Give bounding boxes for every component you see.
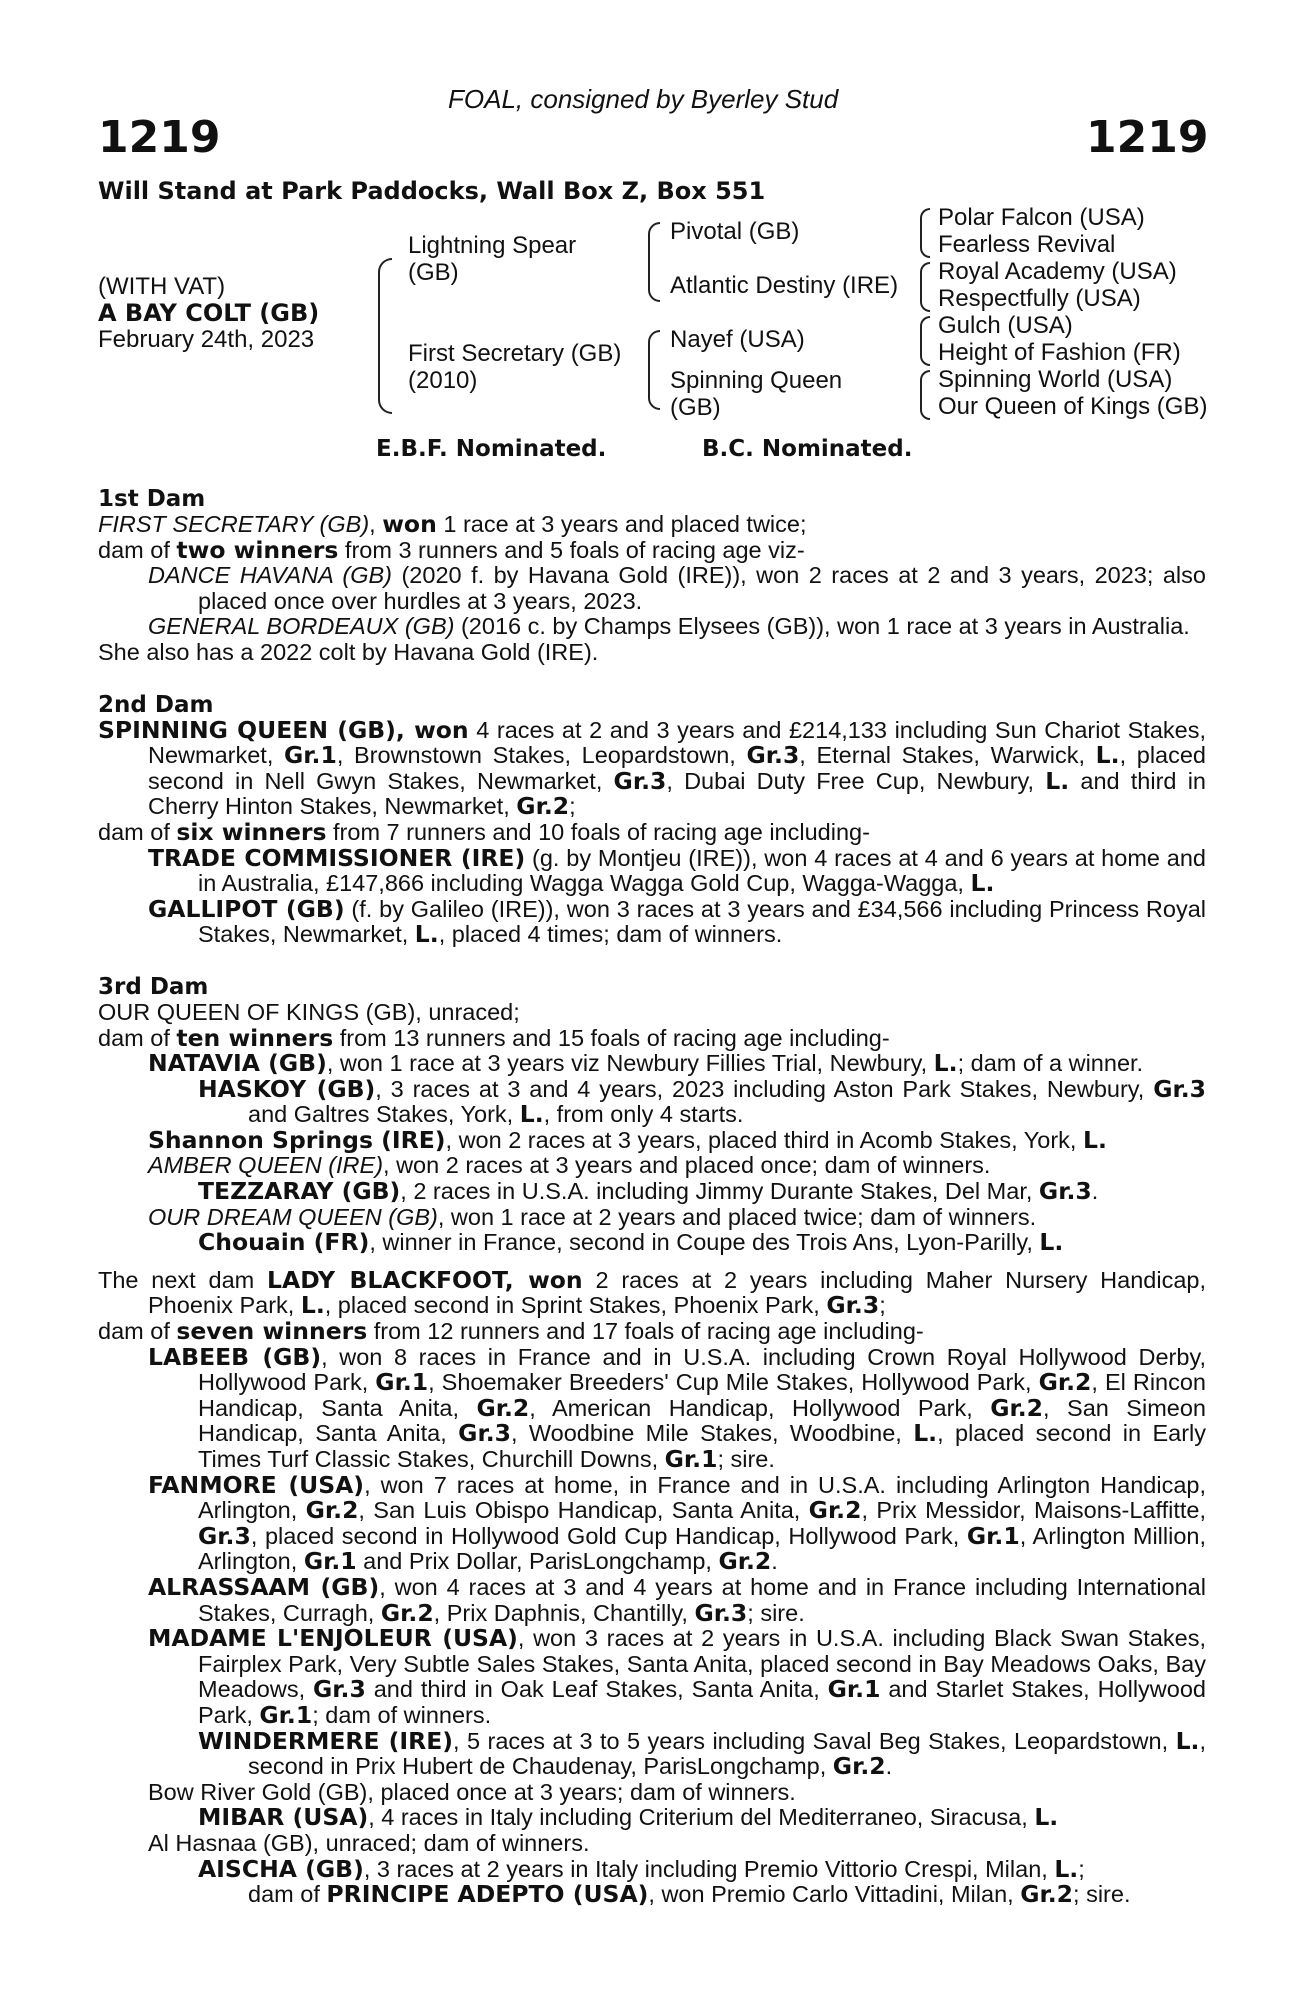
dam3-heading: 3rd Dam bbox=[98, 973, 209, 1000]
pedigree-brace-main bbox=[378, 258, 392, 414]
dam2-produce-2: GALLIPOT (GB) (f. by Galileo (IRE)), won 3 races at 3 years and £34,566 including Princess Royal Stakes, Newmarket, L., placed 4 times; dam of winners. bbox=[148, 894, 1207, 949]
sire-sire: Pivotal (GB) bbox=[670, 218, 800, 245]
ancestor-1: Polar Falcon (USA) bbox=[938, 204, 1145, 231]
dam3-produce-2: Shannon Springs (IRE), won 2 races at 3 years, placed third in Acomb Stakes, York, L. bbox=[148, 1125, 1107, 1154]
dam2-produce-1: TRADE COMMISSIONER (IRE) (g. by Montjeu (IRE)), won 4 races at 4 and 6 years at home and in Australia, £147,866 including Wagga Wagga Gold Cup, Wagga-Wagga, L. bbox=[148, 843, 1206, 898]
pedigree-brace-sire bbox=[648, 222, 660, 302]
dam4-produce-4: MADAME L'ENJOLEUR (USA), won 3 races at 2 years in U.S.A. including Black Swan Stakes, Fairplex Park, Very Subtle Sales Stakes, Santa Anita, placed second in Bay Meadows Oaks, Bay Meadows, Gr.3 and third in Oak Leaf Stakes, Santa Anita, Gr.1 and Starlet Stakes, Hollywood Park, Gr.1; dam of winners. bbox=[148, 1624, 1206, 1729]
sire-name: Lightning Spear (GB) bbox=[408, 232, 577, 286]
dam4-produce-6a: AISCHA (GB), 3 races at 2 years in Italy including Premio Vittorio Crespi, Milan, L.; dam of PRINCIPE ADEPTO (USA), won Premio Carlo Vittadini, Milan, Gr.2; sire. bbox=[198, 1854, 1131, 1909]
pedigree-brace-dam bbox=[648, 330, 660, 410]
pedigree-brace-g1 bbox=[920, 208, 930, 258]
ancestor-5: Gulch (USA) bbox=[938, 312, 1073, 339]
dam3-produce-summary: dam of ten winners from 13 runners and 15 foals of racing age including- bbox=[98, 1023, 890, 1052]
pedigree-brace-g4 bbox=[920, 370, 930, 420]
produce-record bbox=[98, 486, 1206, 1908]
dam4-produce-3: ALRASSAAM (GB), won 4 races at 3 and 4 years at home and in France including International Stakes, Curragh, Gr.2, Prix Daphnis, Chantilly, Gr.3; sire. bbox=[148, 1572, 1206, 1627]
dam4-record: The next dam LADY BLACKFOOT, won 2 races at 2 years including Maher Nursery Handicap, Phoenix Park, L., placed second in Sprint Stakes, Phoenix Park, Gr.3; bbox=[98, 1265, 1207, 1320]
dam1-line: FIRST SECRETARY (GB), won 1 race at 3 years and placed twice; bbox=[98, 510, 807, 538]
dam4-produce-5a: MIBAR (USA), 4 races in Italy including Criterium del Mediterraneo, Siracusa, L. bbox=[198, 1803, 1059, 1832]
sire-dam: Atlantic Destiny (IRE) bbox=[670, 272, 899, 299]
dam3-produce-4a: Chouain (FR), winner in France, second in Coupe des Trois Ans, Lyon-Parilly, L. bbox=[198, 1228, 1064, 1257]
consignor-line: FOAL, consigned by Byerley Stud bbox=[448, 84, 839, 114]
foal-dob: February 24th, 2023 bbox=[98, 326, 315, 353]
dam-name: First Secretary (GB) (2010) bbox=[408, 340, 622, 394]
dam3-produce-3a: TEZZARAY (GB), 2 races in U.S.A. including Jimmy Durante Stakes, Del Mar, Gr.3. bbox=[198, 1177, 1099, 1206]
bc-nomination: B.C. Nominated. bbox=[702, 436, 913, 462]
dam1-produce-summary: dam of two winners from 3 runners and 5 foals of racing age viz- bbox=[98, 535, 805, 564]
dam-sire: Nayef (USA) bbox=[670, 326, 805, 353]
dam4-produce-summary: dam of seven winners from 12 runners and 17 foals of racing age including- bbox=[98, 1317, 924, 1346]
ancestor-3: Royal Academy (USA) bbox=[938, 258, 1177, 285]
dam-dam: Spinning Queen (GB) bbox=[670, 367, 843, 421]
dam1-produce-1: DANCE HAVANA (GB) (2020 f. by Havana Gold (IRE)), won 2 races at 2 and 3 years, 2023; also placed once over hurdles at 3 years, 2023. bbox=[148, 562, 1206, 614]
dam1-produce-2: GENERAL BORDEAUX (GB) (2016 c. by Champs Elysees (GB)), won 1 race at 3 years in Australia. bbox=[148, 613, 1190, 640]
lot-number-right: 1219 bbox=[1086, 112, 1209, 163]
dam1-heading: 1st Dam bbox=[98, 486, 206, 512]
dam2-produce-summary: dam of six winners from 7 runners and 10 foals of racing age including- bbox=[98, 817, 870, 846]
pedigree-brace-g3 bbox=[920, 316, 930, 366]
lot-number-left: 1219 bbox=[98, 112, 221, 163]
dam1-note: She also has a 2022 colt by Havana Gold (IRE). bbox=[98, 638, 599, 665]
vat-note: (WITH VAT) bbox=[98, 273, 226, 300]
ancestor-4: Respectfully (USA) bbox=[938, 285, 1141, 312]
dam2-record: SPINNING QUEEN (GB), won 4 races at 2 and 3 years and £214,133 including Sun Chariot Stakes, Newmarket, Gr.1, Brownstown Stakes, Leopardstown, Gr.3, Eternal Stakes, Warwick, L., placed second in Nell Gwyn Stakes, Newmarket, Gr.3, Dubai Duty Free Cup, Newbury, L. and third in Cherry Hinton Stakes, Newmarket, Gr.2; bbox=[98, 715, 1207, 821]
dam4-produce-6: Al Hasnaa (GB), unraced; dam of winners. bbox=[148, 1829, 590, 1856]
dam4-produce-4a: WINDERMERE (IRE), 5 races at 3 to 5 years including Saval Beg Stakes, Leopardstown, L., second in Prix Hubert de Chaudenay, ParisLongchamp, Gr.2. bbox=[198, 1726, 1206, 1781]
dam4-produce-5: Bow River Gold (GB), placed once at 3 years; dam of winners. bbox=[148, 1778, 796, 1805]
ebf-nomination: E.B.F. Nominated. bbox=[376, 436, 607, 462]
dam3-produce-1a: HASKOY (GB), 3 races at 3 and 4 years, 2023 including Aston Park Stakes, Newbury, Gr.3 and Galtres Stakes, York, L., from only 4 starts. bbox=[198, 1074, 1206, 1129]
ancestor-7: Spinning World (USA) bbox=[938, 366, 1173, 393]
stand-location: Will Stand at Park Paddocks, Wall Box Z, Box 551 bbox=[98, 177, 766, 205]
dam3-record: OUR QUEEN OF KINGS (GB), unraced; bbox=[98, 998, 520, 1025]
dam3-produce-4: OUR DREAM QUEEN (GB), won 1 race at 2 years and placed twice; dam of winners. bbox=[148, 1203, 1037, 1230]
dam3-produce-1: NATAVIA (GB), won 1 race at 3 years viz Newbury Fillies Trial, Newbury, L.; dam of a winner. bbox=[148, 1049, 1144, 1078]
dam3-produce-3: AMBER QUEEN (IRE), won 2 races at 3 years and placed once; dam of winners. bbox=[148, 1152, 991, 1179]
ancestor-8: Our Queen of Kings (GB) bbox=[938, 393, 1208, 420]
dam2-heading: 2nd Dam bbox=[98, 691, 214, 718]
ancestor-6: Height of Fashion (FR) bbox=[938, 339, 1181, 366]
foal-description: A BAY COLT (GB) bbox=[98, 299, 320, 327]
dam4-produce-2: FANMORE (USA), won 7 races at home, in France and in U.S.A. including Arlington Handicap, Arlington, Gr.2, San Luis Obispo Handicap, Santa Anita, Gr.2, Prix Messidor, Maisons-Laffitte, Gr.3, placed second in Hollywood Gold Cup Handicap, Hollywood Park, Gr.1, Arlington Million, Arlington, Gr.1 and Prix Dollar, ParisLongchamp, Gr.2. bbox=[148, 1470, 1206, 1576]
dam4-produce-1: LABEEB (GB), won 8 races in France and in U.S.A. including Crown Royal Hollywood Derby, Hollywood Park, Gr.1, Shoemaker Breeders' Cup Mile Stakes, Hollywood Park, Gr.2, El Rincon Handicap, Santa Anita, Gr.2, American Handicap, Hollywood Park, Gr.2, San Simeon Handicap, Santa Anita, Gr.3, Woodbine Mile Stakes, Woodbine, L., placed second in Early Times Turf Classic Stakes, Churchill Downs, Gr.1; sire. bbox=[148, 1342, 1207, 1473]
ancestor-2: Fearless Revival bbox=[938, 231, 1116, 258]
pedigree-brace-g2 bbox=[920, 262, 930, 312]
